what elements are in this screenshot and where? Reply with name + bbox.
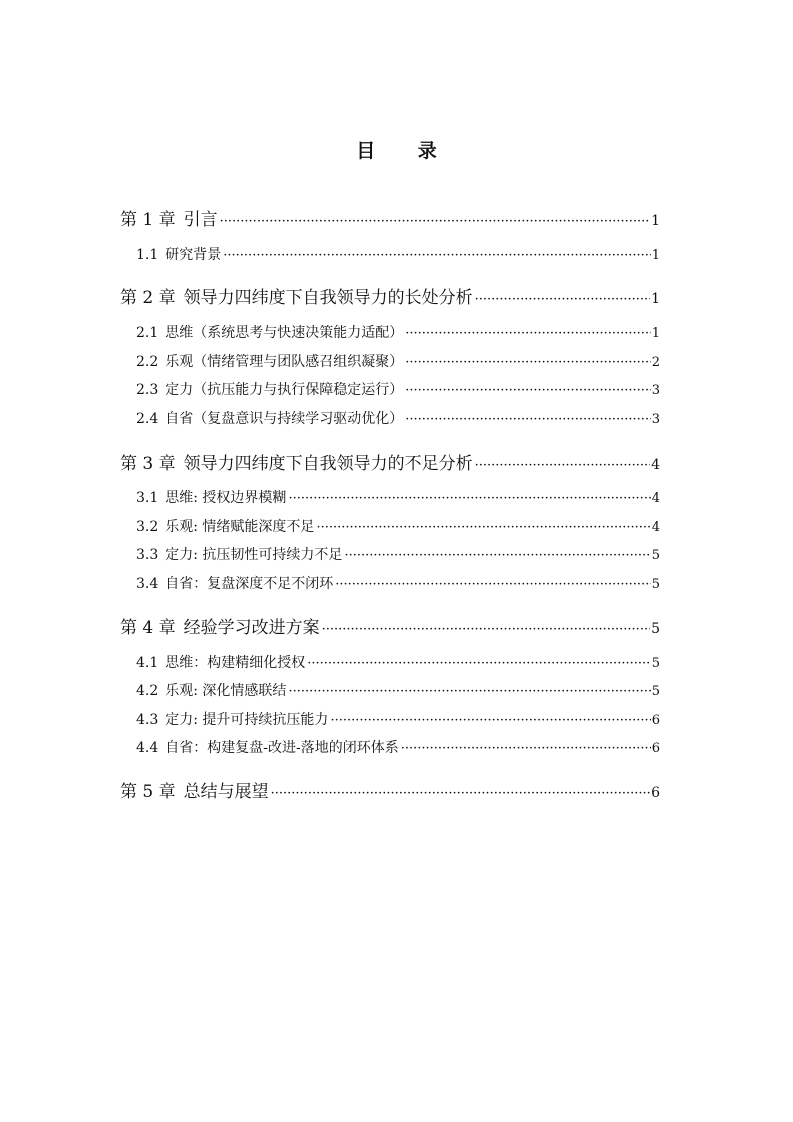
toc-entry-number: 4.3 xyxy=(136,712,159,728)
toc-entry-title: 引言 xyxy=(183,210,218,230)
toc-entry-page: 4 xyxy=(651,520,660,535)
toc-dot-leader xyxy=(316,520,650,535)
toc-entry-number: 第 4 章 xyxy=(120,618,176,638)
toc-entry-title: 乐观: 情绪赋能深度不足 xyxy=(165,519,315,535)
toc-dot-leader xyxy=(271,786,650,801)
toc-entry-page: 5 xyxy=(651,577,660,592)
toc-dot-leader xyxy=(220,214,650,229)
toc-entry-number: 3.3 xyxy=(136,547,159,563)
toc-entry-title: 思维（系统思考与快速决策能力适配） xyxy=(165,325,404,341)
toc-dot-leader xyxy=(288,491,650,506)
toc-entry-title: 自省：构建复盘-改进-落地的闭环体系 xyxy=(165,740,399,756)
toc-entry-title: 定力: 提升可持续抗压能力 xyxy=(165,712,329,728)
toc-entry-title: 领导力四纬度下自我领导力的长处分析 xyxy=(183,288,473,308)
toc-section-entry[interactable] xyxy=(136,680,660,700)
toc-dot-leader xyxy=(405,412,650,427)
toc-section-entry[interactable] xyxy=(136,516,660,536)
toc-entry-title: 经验学习改进方案 xyxy=(183,618,320,638)
toc-section-entry[interactable] xyxy=(136,709,660,729)
toc-entry-page: 3 xyxy=(651,383,660,398)
toc-dot-leader xyxy=(401,741,651,756)
toc-dot-leader xyxy=(344,548,650,563)
toc-chapter-entry[interactable] xyxy=(120,613,660,638)
toc-dot-leader xyxy=(405,326,650,341)
toc-section-entry[interactable] xyxy=(136,379,660,399)
toc-entry-title: 总结与展望 xyxy=(183,782,269,802)
toc-entry-title: 乐观（情绪管理与团队感召组织凝聚） xyxy=(165,354,404,370)
toc-chapter-entry[interactable] xyxy=(120,205,660,230)
toc-entry-number: 第 1 章 xyxy=(120,210,176,230)
toc-entry-number: 2.1 xyxy=(136,325,159,341)
toc-entry-number: 4.2 xyxy=(136,683,159,699)
toc-entry-title: 定力（抗压能力与执行保障稳定运行） xyxy=(165,382,404,398)
toc-entry-page: 3 xyxy=(651,412,660,427)
toc-entry-title: 自省：复盘深度不足不闭环 xyxy=(165,576,334,592)
toc-entry-title: 领导力四纬度下自我领导力的不足分析 xyxy=(183,454,473,474)
toc-entry-title: 思维：构建精细化授权 xyxy=(165,655,306,671)
toc-entry-number: 2.4 xyxy=(136,411,159,427)
toc-dot-leader xyxy=(330,713,650,728)
toc-chapter-entry[interactable] xyxy=(120,283,660,308)
toc-entry-title: 思维: 授权边界模糊 xyxy=(165,490,287,506)
toc-entry-page: 2 xyxy=(651,355,660,370)
toc-entry-title: 研究背景 xyxy=(165,247,222,263)
toc-entry-page: 6 xyxy=(651,713,660,728)
toc-chapter-entry[interactable] xyxy=(120,777,660,802)
toc-entry-page: 1 xyxy=(651,326,660,341)
toc-section-entry[interactable] xyxy=(136,737,660,757)
toc-entry-number: 第 3 章 xyxy=(120,454,176,474)
toc-entry-page: 5 xyxy=(651,548,660,563)
toc-entry-page: 4 xyxy=(651,491,660,506)
toc-entry-title: 乐观: 深化情感联结 xyxy=(165,683,287,699)
toc-dot-leader xyxy=(288,684,650,699)
toc-entry-page: 1 xyxy=(651,291,660,307)
toc-section-entry[interactable] xyxy=(136,408,660,428)
toc-entry-page: 4 xyxy=(651,457,660,473)
toc-entry-number: 2.3 xyxy=(136,382,159,398)
toc-entry-number: 3.1 xyxy=(136,490,159,506)
toc-title: 目 录 xyxy=(356,140,455,162)
toc-entry-number: 3.4 xyxy=(136,576,159,592)
toc-entry-title: 定力: 抗压韧性可持续力不足 xyxy=(165,547,343,563)
toc-entry-number: 3.2 xyxy=(136,519,159,535)
toc-dot-leader xyxy=(223,248,650,263)
toc-entry-page: 5 xyxy=(651,684,660,699)
toc-dot-leader xyxy=(475,292,650,307)
toc-entry-page: 6 xyxy=(651,785,660,801)
toc-entry-number: 第 5 章 xyxy=(120,782,176,802)
toc-section-entry[interactable] xyxy=(136,487,660,507)
toc-entry-number: 第 2 章 xyxy=(120,288,176,308)
toc-dot-leader xyxy=(405,355,650,370)
toc-entry-number: 4.4 xyxy=(136,740,159,756)
toc-entry-page: 5 xyxy=(651,621,660,637)
toc-entry-page: 1 xyxy=(651,213,660,229)
toc-dot-leader xyxy=(322,622,650,637)
toc-entry-title: 自省（复盘意识与持续学习驱动优化） xyxy=(165,411,404,427)
toc-dot-leader xyxy=(475,458,650,473)
toc-section-entry[interactable] xyxy=(136,544,660,564)
toc-section-entry[interactable] xyxy=(136,652,660,672)
toc-entry-page: 1 xyxy=(651,248,660,263)
toc-dot-leader xyxy=(405,383,650,398)
toc-chapter-entry[interactable] xyxy=(120,449,660,474)
toc-section-entry[interactable] xyxy=(136,573,660,593)
toc-section-entry[interactable] xyxy=(136,322,660,342)
toc-section-entry[interactable] xyxy=(136,244,660,264)
toc-dot-leader xyxy=(335,577,650,592)
toc-entry-page: 5 xyxy=(651,656,660,671)
toc-section-entry[interactable] xyxy=(136,351,660,371)
toc-entry-number: 2.2 xyxy=(136,354,159,370)
toc-entry-number: 1.1 xyxy=(136,247,159,263)
toc-entry-number: 4.1 xyxy=(136,655,159,671)
toc-entry-page: 6 xyxy=(651,741,660,756)
toc-dot-leader xyxy=(307,656,650,671)
